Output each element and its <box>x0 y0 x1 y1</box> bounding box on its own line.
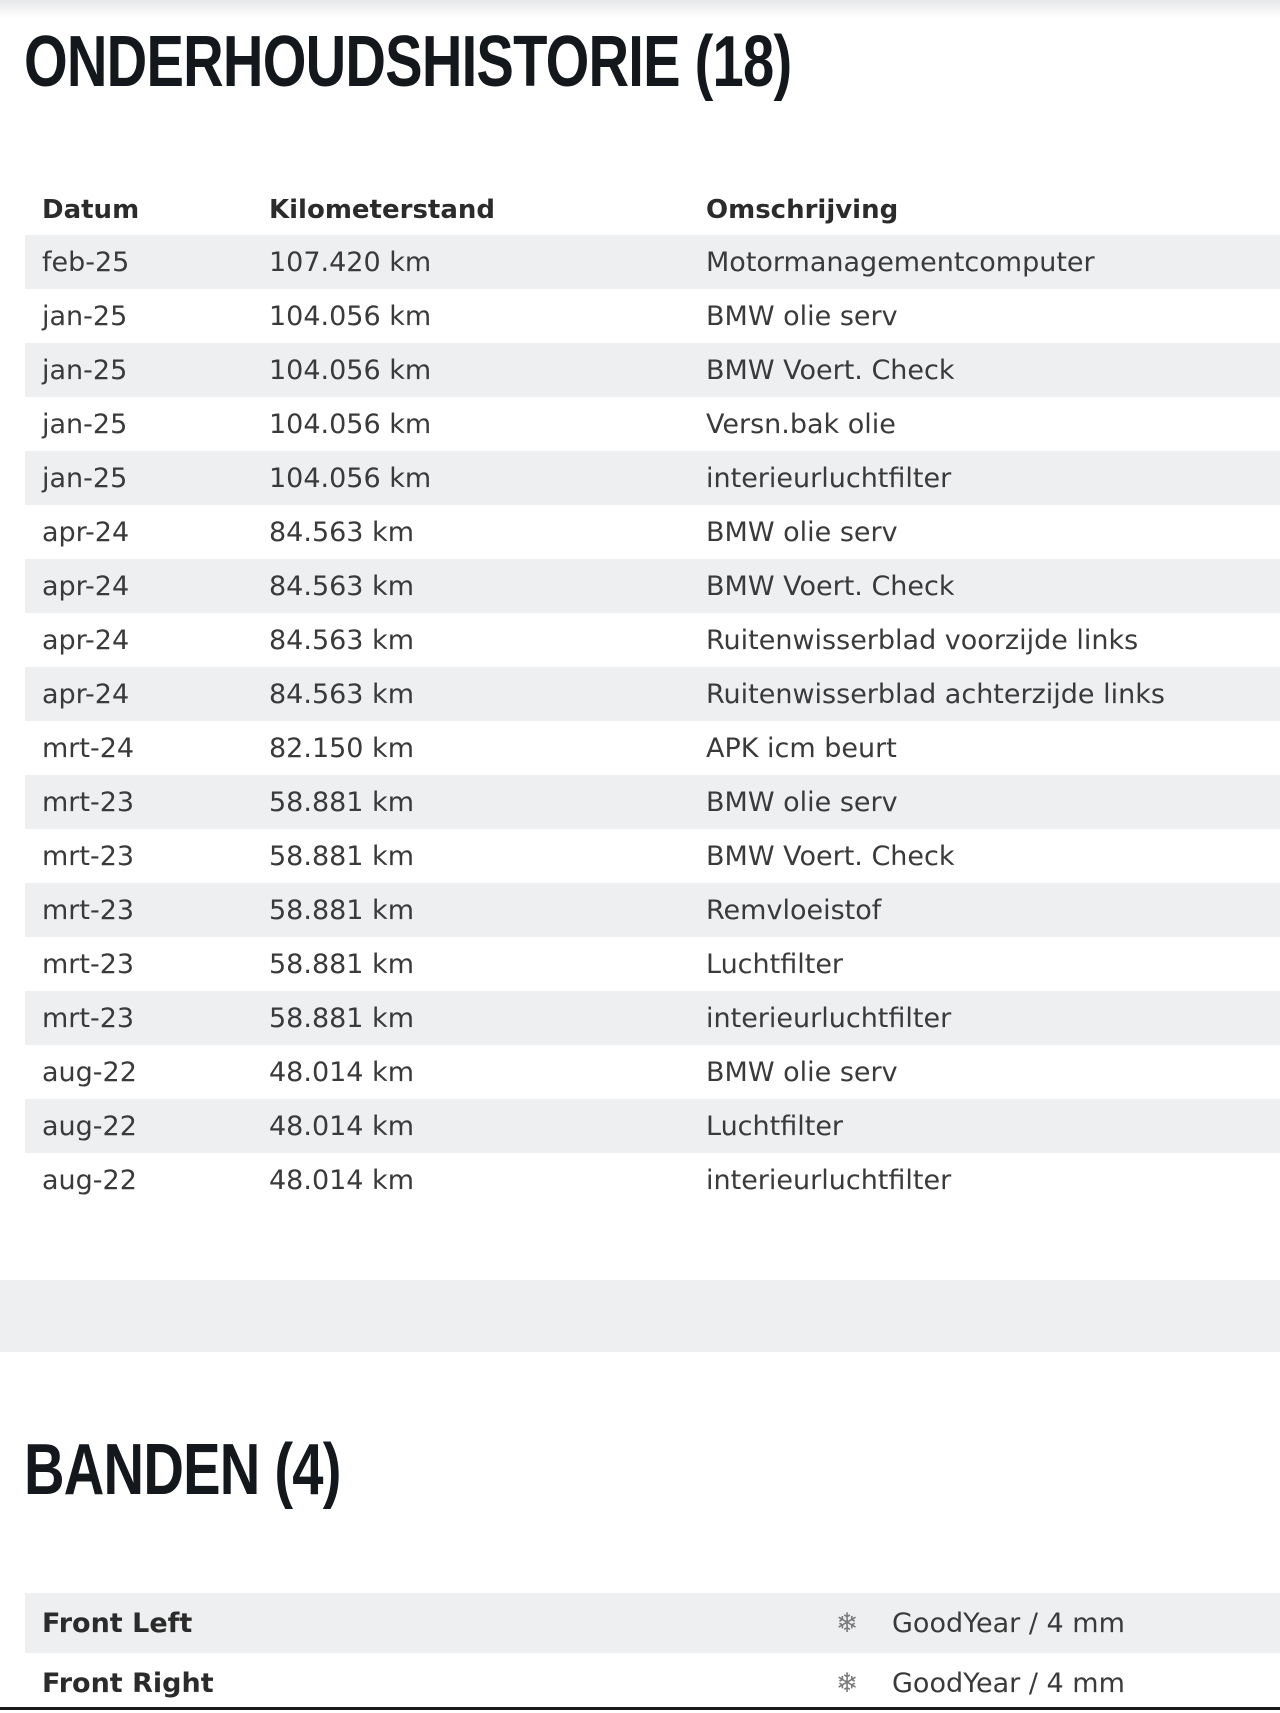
cell-description: Remvloeistof <box>706 894 882 926</box>
tire-row <box>25 1593 1280 1653</box>
cell-description: BMW Voert. Check <box>706 354 955 386</box>
column-header-description: Omschrijving <box>706 195 899 225</box>
cell-mileage: 82.150 km <box>269 732 414 764</box>
table-row <box>25 883 1280 937</box>
tire-spec: GoodYear / 4 mm <box>892 1667 1125 1699</box>
cell-date: mrt-24 <box>42 732 135 764</box>
maintenance-history-table <box>25 185 1280 1207</box>
cell-mileage: 104.056 km <box>269 408 432 440</box>
cell-description: interieurluchtfilter <box>706 1002 952 1034</box>
cell-mileage: 58.881 km <box>269 948 414 980</box>
cell-mileage: 104.056 km <box>269 300 432 332</box>
cell-mileage: 107.420 km <box>269 246 432 278</box>
tire-spec: GoodYear / 4 mm <box>892 1607 1125 1639</box>
cell-date: jan-25 <box>42 408 128 440</box>
tire-position: Front Left <box>42 1607 193 1639</box>
cell-date: aug-22 <box>42 1110 137 1142</box>
table-row <box>25 505 1280 559</box>
table-row <box>25 721 1280 775</box>
table-row <box>25 1153 1280 1207</box>
top-shadow <box>0 0 1280 18</box>
table-row <box>25 235 1280 289</box>
cell-date: mrt-23 <box>42 1002 135 1034</box>
cell-date: jan-25 <box>42 354 128 386</box>
tire-row <box>25 1653 1280 1713</box>
cell-mileage: 84.563 km <box>269 570 414 602</box>
column-header-mileage: Kilometerstand <box>269 195 496 225</box>
cell-mileage: 84.563 km <box>269 624 414 656</box>
cell-mileage: 84.563 km <box>269 678 414 710</box>
cell-description: BMW olie serv <box>706 516 898 548</box>
column-header-date: Datum <box>42 195 140 225</box>
table-row <box>25 343 1280 397</box>
section-divider-band <box>0 1280 1280 1352</box>
cell-description: Ruitenwisserblad voorzijde links <box>706 624 1139 656</box>
table-row <box>25 397 1280 451</box>
tire-position: Front Right <box>42 1667 214 1699</box>
cell-description: BMW Voert. Check <box>706 840 955 872</box>
cell-description: APK icm beurt <box>706 732 897 764</box>
cell-mileage: 104.056 km <box>269 354 432 386</box>
cell-mileage: 48.014 km <box>269 1164 414 1196</box>
table-row <box>25 289 1280 343</box>
snowflake-icon: ❄ <box>835 1667 859 1699</box>
cell-description: Motormanagementcomputer <box>706 246 1095 278</box>
table-row <box>25 667 1280 721</box>
cell-description: Ruitenwisserblad achterzijde links <box>706 678 1165 710</box>
cell-date: apr-24 <box>42 570 130 602</box>
table-row <box>25 937 1280 991</box>
cell-date: apr-24 <box>42 516 130 548</box>
cell-date: jan-25 <box>42 462 128 494</box>
tires-title: BANDEN (4) <box>24 1430 341 1510</box>
cell-date: mrt-23 <box>42 840 135 872</box>
cell-date: mrt-23 <box>42 894 135 926</box>
snowflake-icon: ❄ <box>835 1607 859 1639</box>
cell-date: aug-22 <box>42 1164 137 1196</box>
table-row <box>25 775 1280 829</box>
table-row <box>25 559 1280 613</box>
cell-date: apr-24 <box>42 678 130 710</box>
cell-description: BMW olie serv <box>706 1056 898 1088</box>
table-row <box>25 1045 1280 1099</box>
cell-description: BMW olie serv <box>706 300 898 332</box>
cell-mileage: 58.881 km <box>269 840 414 872</box>
cell-description: interieurluchtfilter <box>706 1164 952 1196</box>
cell-description: Versn.bak olie <box>706 408 896 440</box>
table-row <box>25 1099 1280 1153</box>
table-row <box>25 829 1280 883</box>
cell-date: mrt-23 <box>42 786 135 818</box>
table-header-row <box>25 185 1280 235</box>
cell-date: feb-25 <box>42 246 130 278</box>
table-row <box>25 991 1280 1045</box>
table-row <box>25 451 1280 505</box>
cell-description: Luchtfilter <box>706 948 844 980</box>
cell-date: aug-22 <box>42 1056 137 1088</box>
cell-mileage: 84.563 km <box>269 516 414 548</box>
cell-mileage: 48.014 km <box>269 1110 414 1142</box>
cell-mileage: 58.881 km <box>269 1002 414 1034</box>
cell-description: BMW olie serv <box>706 786 898 818</box>
cell-date: jan-25 <box>42 300 128 332</box>
tires-table <box>25 1593 1280 1713</box>
cell-date: mrt-23 <box>42 948 135 980</box>
cell-description: Luchtfilter <box>706 1110 844 1142</box>
table-row <box>25 613 1280 667</box>
cell-mileage: 104.056 km <box>269 462 432 494</box>
cell-mileage: 58.881 km <box>269 786 414 818</box>
cell-mileage: 48.014 km <box>269 1056 414 1088</box>
cell-description: BMW Voert. Check <box>706 570 955 602</box>
cell-description: interieurluchtfilter <box>706 462 952 494</box>
cell-date: apr-24 <box>42 624 130 656</box>
maintenance-history-title: ONDERHOUDSHISTORIE (18) <box>24 22 792 102</box>
cell-mileage: 58.881 km <box>269 894 414 926</box>
